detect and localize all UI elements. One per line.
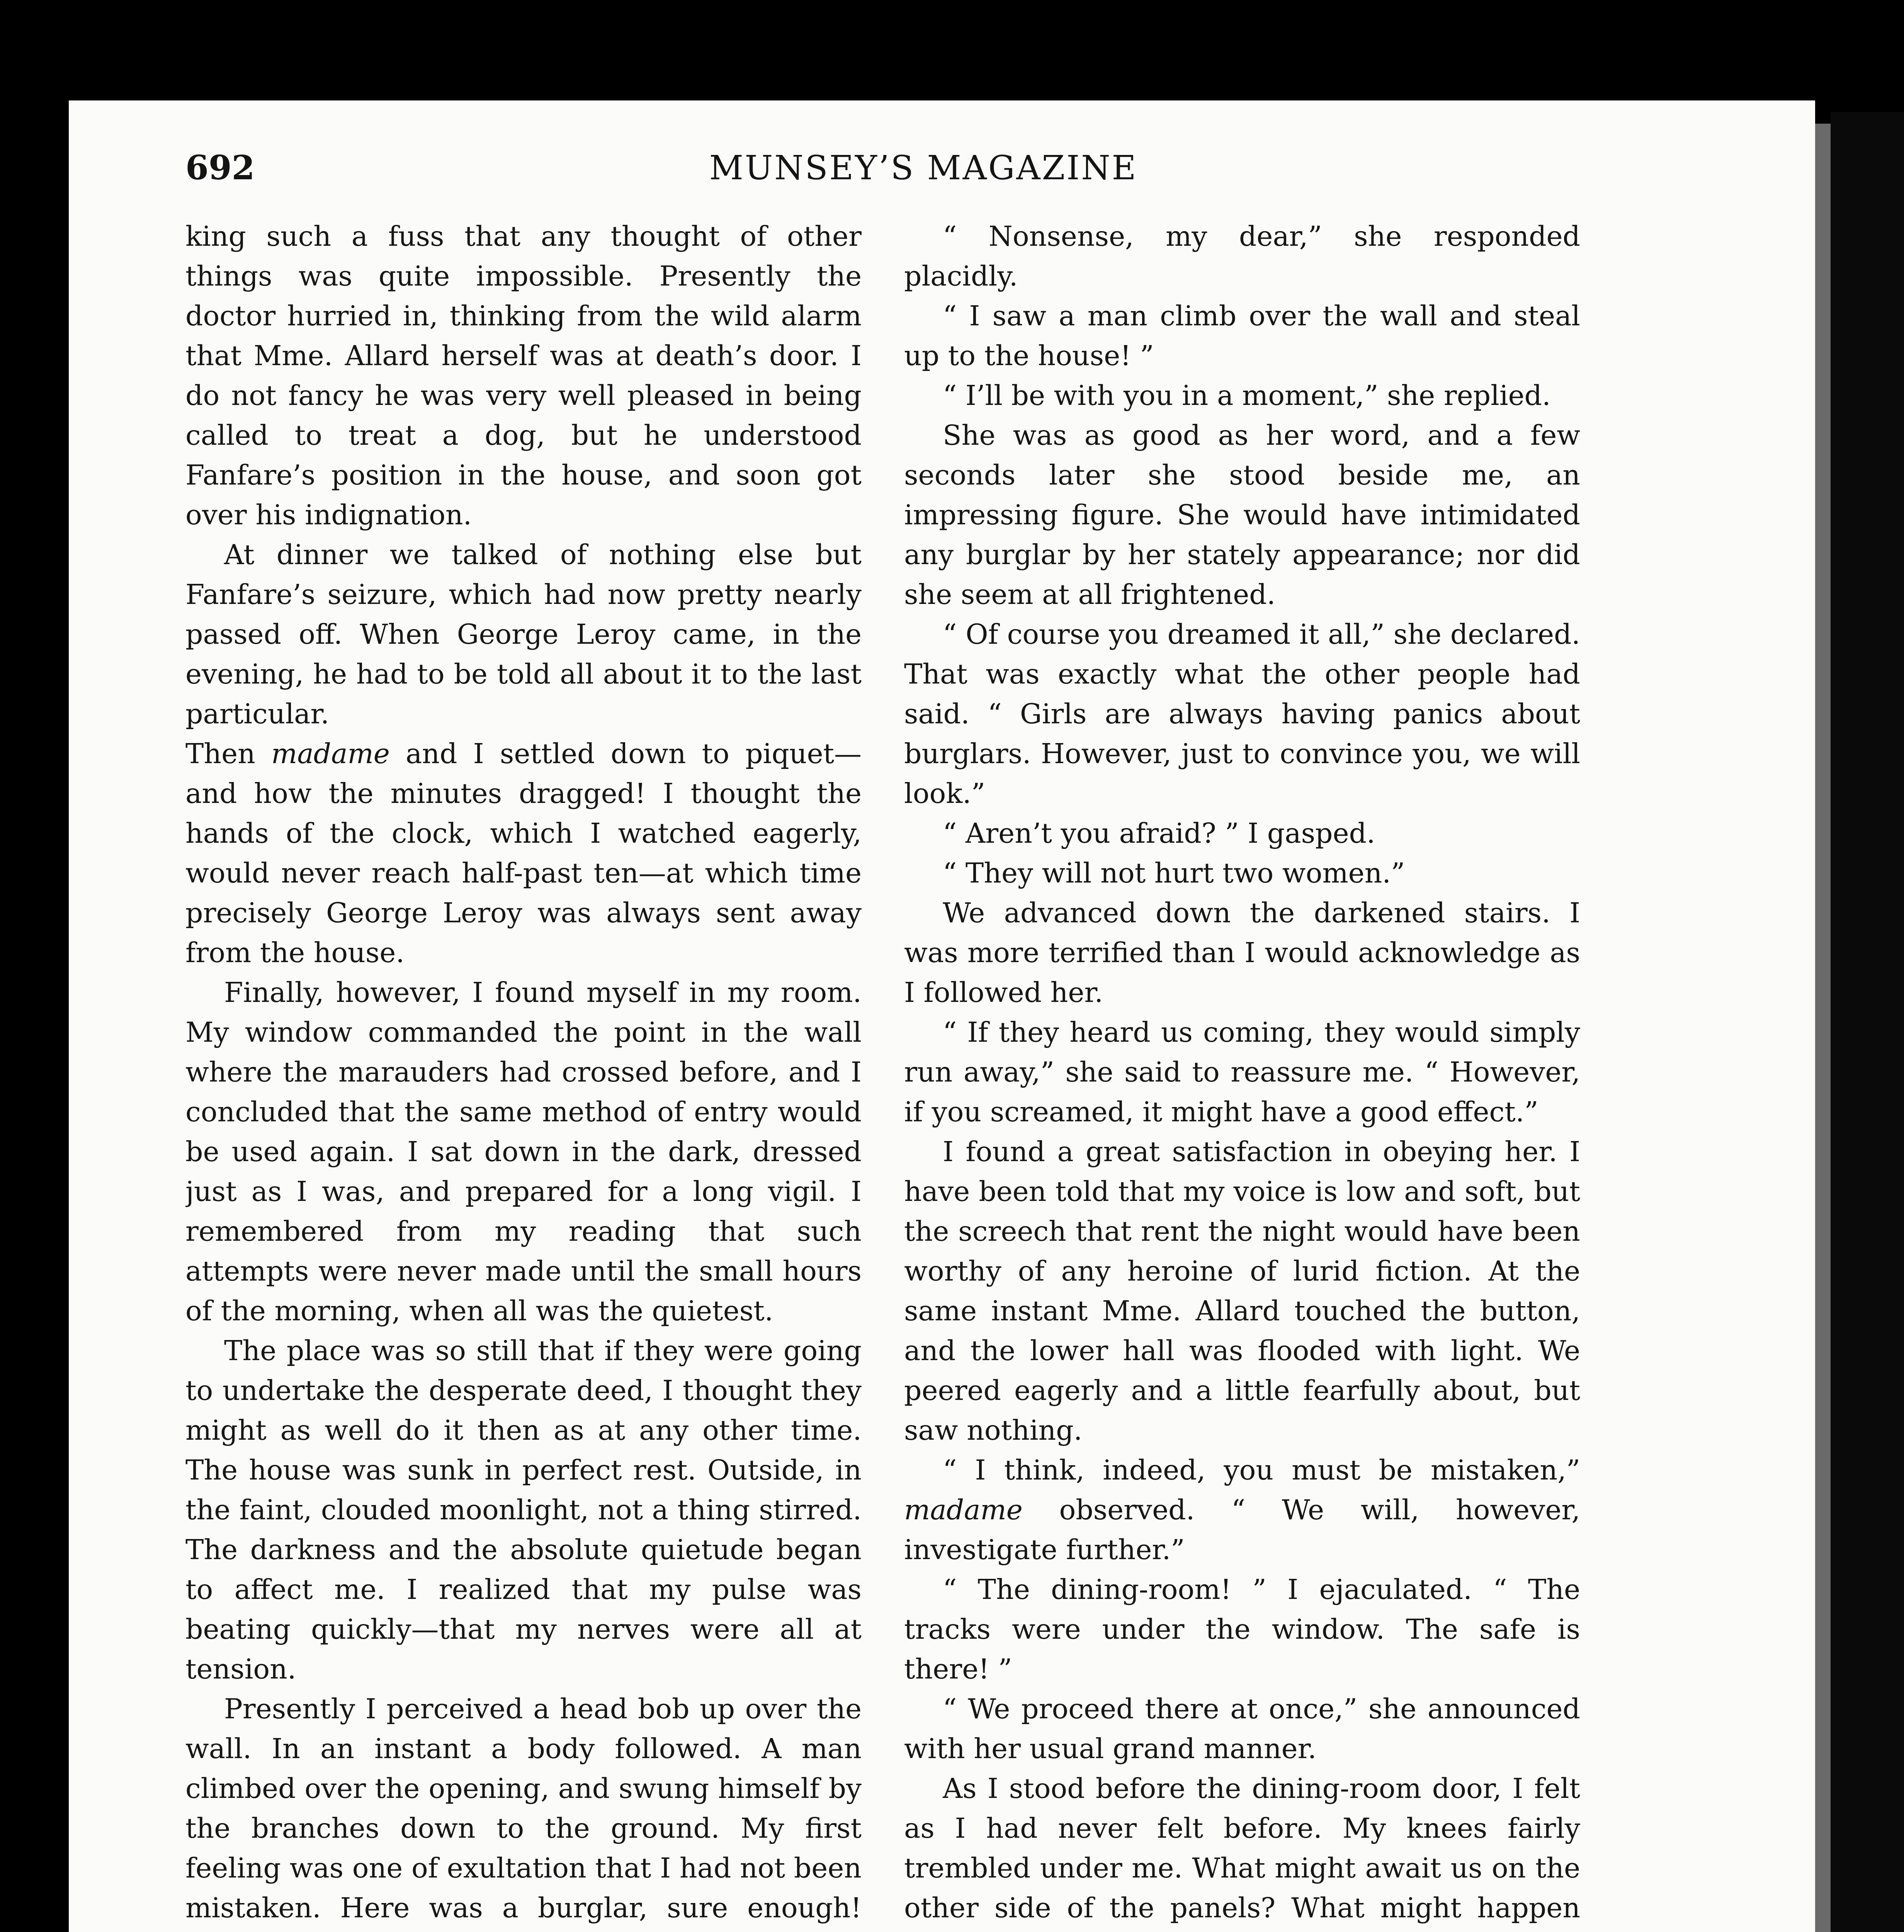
page-edge-shadow bbox=[1815, 124, 1831, 1932]
right-column bbox=[904, 216, 1580, 1932]
left-column bbox=[185, 216, 862, 1932]
paragraph: king such a fuss that any thought of other things was quite impossible. Presently the doctor hurried in, thinking from the wild alarm that Mme. Allard herself was at death’s door. I do not fancy he was very well pleased in being called to treat a dog, but he understood Fanfare’s position in the house, and soon got over his indignation. bbox=[185, 220, 862, 531]
paragraph: “ They will not hurt two women.” bbox=[943, 857, 1405, 889]
text-run: and I settled down to piquet—and how the minutes dragged! I thought the hands of the clock, which I watched eagerly, would never reach half-past ten—at which time precisely George Leroy was always sent away from the house. bbox=[185, 738, 862, 969]
paragraph: I found a great satisfaction in obeying her. I have been told that my voice is low and soft, but the screech that rent the night would have been worthy of any heroine of lurid fiction. At the same instant Mme. Allard touched the button, and the lower hall was flooded with light. We peered eagerly and a little fearfully about, but saw nothing. bbox=[904, 1136, 1580, 1446]
paragraph: We advanced down the darkened stairs. I was more terrified than I would acknowledge as I followed her. bbox=[904, 897, 1580, 1009]
paragraph: “ The dining-room! ” I ejaculated. “ The tracks were under the window. The safe is there! ” bbox=[904, 1573, 1580, 1685]
paragraph: “ I saw a man climb over the wall and steal up to the house! ” bbox=[904, 300, 1580, 372]
text-run: Then bbox=[185, 738, 272, 770]
page-number: 692 bbox=[185, 148, 255, 187]
paragraph: Finally, however, I found myself in my room. My window commanded the point in the wall where the marauders had crossed before, and I concluded that the same method of entry would be used again. I sat down in the dark, dressed just as I was, and prepared for a long vigil. I remembered from my reading that such attempts were never made until the small hours of the morning, when all was the quietest. bbox=[185, 976, 862, 1327]
running-title: MUNSEY’S MAGAZINE bbox=[709, 149, 1138, 187]
paragraph: She was as good as her word, and a few seconds later she stood beside me, an impressing figure. She would have intimidated any burglar by her stately appearance; nor did she seem at all frightened. bbox=[904, 419, 1580, 611]
paragraph: As I stood before the dining-room door, I felt as I had never felt before. My knees fairly trembled under me. What might await us on the other side of the panels? What might happen bbox=[904, 1772, 1580, 1924]
paragraph: Presently I perceived a head bob up over the wall. In an instant a body followed. A man climbed over the opening, and swung himself by the branches down to the ground. My first feeling was one of exultation that I had not been mistaken. Here was a burglar, sure enough! bbox=[185, 1693, 862, 1924]
page-header bbox=[185, 143, 1661, 193]
text-run: “ I think, indeed, you must be mistaken,” bbox=[943, 1454, 1580, 1486]
paragraph: “ We proceed there at once,” she announced with her usual grand manner. bbox=[904, 1693, 1580, 1765]
facing-page-edge bbox=[1831, 112, 1904, 1932]
paragraph bbox=[904, 1450, 1580, 1570]
paragraph: “ Of course you dreamed it all,” she declared. That was exactly what the other people had said. “ Girls are always having panics about burglars. However, just to convince you, we will look.” bbox=[904, 618, 1580, 810]
text-run: observed. “ We will, however, investigate further.” bbox=[904, 1494, 1580, 1566]
paragraph: At dinner we talked of nothing else but Fanfare’s seizure, which had now pretty nearly passed off. When George Leroy came, in the evening, he had to be told all about it to the last particular. bbox=[185, 539, 862, 730]
paragraph: The place was so still that if they were going to undertake the desperate deed, I thought they might as well do it then as at any other time. The house was sunk in perfect rest. Outside, in the faint, clouded moonlight, not a thing stirred. The darkness and the absolute quietude began to affect me. I realized that my pulse was beating quickly—that my nerves were all at tension. bbox=[185, 1335, 862, 1685]
paragraph: “ I’ll be with you in a moment,” she replied. bbox=[943, 379, 1551, 412]
paragraph: “ Aren’t you afraid? ” I gasped. bbox=[943, 817, 1375, 849]
paragraph bbox=[185, 734, 862, 973]
italic-word: madame bbox=[904, 1494, 1023, 1526]
italic-word: madame bbox=[271, 738, 390, 770]
paragraph: “ Nonsense, my dear,” she responded placidly. bbox=[904, 220, 1580, 292]
paragraph: “ If they heard us coming, they would simply run away,” she said to reassure me. “ However, if you screamed, it might have a good effect.” bbox=[904, 1016, 1580, 1128]
